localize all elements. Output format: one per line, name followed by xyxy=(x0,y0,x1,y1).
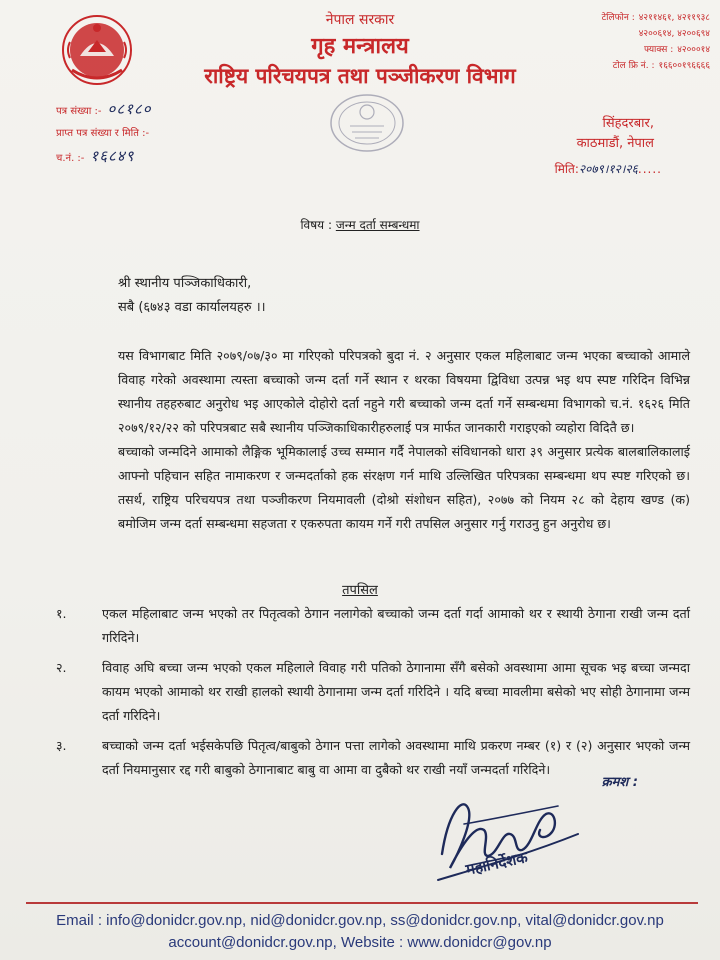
tapsil-heading-text: तपसिल xyxy=(342,583,378,598)
chalani-label: च.नं. :- xyxy=(56,153,85,164)
signatory-title: महानिर्देशक xyxy=(464,848,530,879)
department-name: राष्ट्रिय परिचयपत्र तथा पञ्जीकरण विभाग xyxy=(204,64,516,88)
fax-number: ४२०००१४ xyxy=(677,45,710,55)
footer-line-1: Email : info@donidcr.gov.np, nid@donidcr.gov.np, ss@donidcr.gov.np, vital@donidcr.gov.np xyxy=(56,912,664,929)
phone-numbers-2: ४२००६१४, ४२००६९४ xyxy=(638,29,710,39)
subject-line xyxy=(0,216,720,233)
address-line-1: सिंहदरबार, xyxy=(602,116,654,131)
body-paragraph-1: यस विभागबाट मिति २०७९/०७/३० मा गरिएको परिपत्रको बुदा नं. २ अनुसार एकल महिलाबाट जन्म भएका बच्चाको आमाले विवाह गरेको अवस्थामा त्यस्ता बच्चाको जन्म दर्ता गर्ने स्थान र थरका विषयमा द्विविधा उत्पन्न भइ थप स्पष्ट गरिदिन विभिन्न स्थानीय तहहरुबाट अनुरोध भइ आएकोले दोहोरो दर्ता नहुने गरी बच्चाको जन्म दर्ता गर्ने सम्बन्धमा विभागको च.नं. १६२६ मिति २०७९/१२/२२ को परिपत्रबाट सबै स्थानीय पञ्जिकाधिकारीहरुलाई पत्र मार्फत जानकारी गराइएको व्यहोरा विदितै छ। xyxy=(118,348,690,435)
addressee-block xyxy=(118,272,266,320)
tapsil-list xyxy=(56,602,690,788)
date-dots: ..... xyxy=(637,162,662,176)
government-name: नेपाल सरकार xyxy=(325,12,395,28)
item-text: विवाह अघि बच्चा जन्म भएको एकल महिलाले विवाह गरी पतिको ठेगानामा सँगै बसेको अवस्थामा आमा सूचक भइ बच्चा जन्मदा कायम भएको आमाको थर राखी हालको स्थायी ठेगानामा जन्म दर्ता गरिदिने । यदि बच्चा मावलीमा बसेको भए सोही ठेगानामा जन्म दर्ता गरिदिने। xyxy=(102,660,690,723)
contact-block xyxy=(510,10,710,74)
body-paragraph-2: बच्चाको जन्मदिने आमाको लैङ्गिक भूमिकालाई उच्च सम्मान गर्दै नेपालको संविधानको धारा ३९ अनुसार प्रत्येक बालबालिकालाई आफ्नो पहिचान सहित नामाकरण र जन्मदर्ताको हक संरक्षण गर्न माथि उल्लिखित परिपत्रका सम्बन्धमा थप स्पष्ट गरिएको छ।तसर्थ, राष्ट्रिय परिचयपत्र तथा पञ्जीकरण नियमावली (दोश्रो संशोधन सहित), २०७७ को नियम २८ को देहाय खण्ड (क) बमोजिम जन्म दर्ता सम्बन्धमा सहजता र एकरुपता कायम गर्ने गरी तपसिल अनुसार गर्नु गराउनु हुन अनुरोध छ। xyxy=(118,444,690,531)
addressee-line-2: सबै (६७४३ वडा कार्यालयहरु ।। xyxy=(118,300,266,315)
footer-contact xyxy=(0,910,720,954)
list-item xyxy=(56,734,690,782)
address-line-2: काठमाडौं, नेपाल xyxy=(576,136,654,151)
item-text: एकल महिलाबाट जन्म भएको तर पितृत्वको ठेगान नलागेको बच्चाको जन्म दर्ता गर्दा आमाको थर र स्थायी ठेगाना राखी जन्म दर्ता गरिदिने। xyxy=(102,606,690,645)
chalani-value: १६८४९ xyxy=(90,147,135,165)
date-value: २०७९।१२।२६ xyxy=(578,162,638,176)
tapsil-heading xyxy=(0,580,720,598)
tollfree-label: टोल फ्रि नं. : xyxy=(612,61,655,71)
office-seal-icon xyxy=(328,92,406,154)
list-item xyxy=(56,656,690,728)
prapta-label: प्राप्त पत्र संख्या र मिति :- xyxy=(56,128,150,139)
signature-icon xyxy=(428,784,584,894)
addressee-line-1: श्री स्थानीय पञ्जिकाधिकारी, xyxy=(118,276,252,291)
subject-label: विषय : xyxy=(300,218,332,232)
ministry-name: गृह मन्त्रालय xyxy=(311,34,409,59)
footer-line-2: account@donidcr.gov.np, Website : www.donidcr@gov.np xyxy=(168,934,552,951)
list-item xyxy=(56,602,690,650)
subject-text: जन्म दर्ता सम्बन्धमा xyxy=(335,218,420,232)
patra-label: पत्र संख्या :- xyxy=(56,106,102,117)
letter-date xyxy=(555,160,662,177)
item-number: ३. xyxy=(56,738,67,753)
office-address xyxy=(577,114,654,154)
fax-label: फ्याक्स : xyxy=(644,45,674,55)
footer-divider xyxy=(26,902,698,904)
phone-label: टेलिफोन : xyxy=(601,13,635,23)
phone-numbers-1: ४२११४६१, ४२११९३८ xyxy=(638,13,710,23)
item-number: २. xyxy=(56,660,67,675)
reference-block xyxy=(56,98,152,170)
item-number: १. xyxy=(56,606,67,621)
letter-body xyxy=(118,344,690,536)
patra-value: ०८१८० xyxy=(107,100,152,118)
date-label: मिति: xyxy=(554,162,579,176)
item-text: बच्चाको जन्म दर्ता भईसकेपछि पितृत्व/बाबुको ठेगान पत्ता लागेको अवस्थामा माथि प्रकरण नम्बर (१) र (२) अनुसार भएको जन्म दर्ता नियमानुसार रद्द गरी बाबुको ठेगानाबाट बाबु वा आमा वा दुबैको थर राखी नयाँ जन्मदर्ता गरिदिने। xyxy=(102,738,690,777)
continued-marker: क्रमश : xyxy=(601,775,638,790)
tollfree-number: १६६००१९६६६६ xyxy=(658,61,710,71)
